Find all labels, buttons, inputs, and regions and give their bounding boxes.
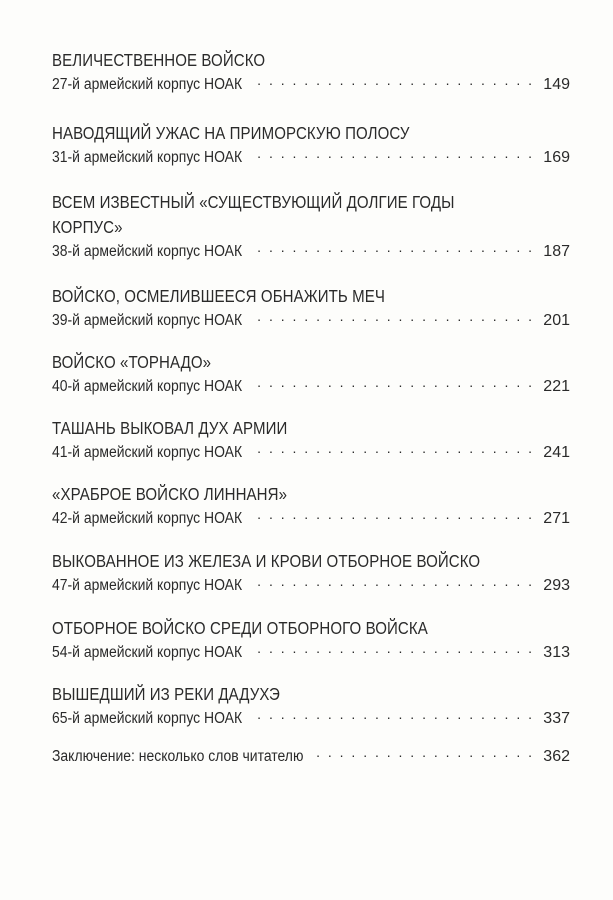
toc-entry — [52, 284, 570, 332]
chapter-title — [52, 121, 570, 146]
toc-conclusion — [52, 745, 570, 768]
toc-row — [52, 574, 570, 597]
page-number: 149 — [543, 76, 570, 93]
chapter-subtitle: 31-й армейский корпус НОАК — [52, 149, 243, 166]
page-number: 362 — [543, 748, 570, 765]
chapter-title — [52, 482, 570, 507]
dot-leader — [249, 309, 534, 325]
toc-entry — [52, 682, 570, 730]
page-number: 293 — [543, 577, 570, 594]
dot-leader — [317, 745, 534, 761]
chapter-title-line: НАВОДЯЩИЙ УЖАС НА ПРИМОРСКУЮ ПОЛОСУ — [52, 123, 410, 143]
toc-entry — [52, 616, 570, 664]
toc-row — [52, 441, 570, 464]
chapter-title — [52, 682, 570, 707]
dot-leader — [249, 146, 534, 162]
chapter-subtitle: 47-й армейский корпус НОАК — [52, 577, 243, 594]
page-number: 169 — [543, 149, 570, 166]
toc-entry — [52, 549, 570, 597]
chapter-title — [52, 190, 570, 240]
toc-entry — [52, 416, 570, 464]
page-number: 271 — [543, 510, 570, 527]
toc-entry — [52, 190, 570, 263]
chapter-title-line: ВОЙСКО, ОСМЕЛИВШЕЕСЯ ОБНАЖИТЬ МЕЧ — [52, 286, 386, 306]
toc-entry — [52, 350, 570, 398]
dot-leader — [249, 240, 534, 256]
chapter-subtitle: 65-й армейский корпус НОАК — [52, 710, 243, 727]
conclusion-label: Заключение: несколько слов читателю — [52, 748, 304, 765]
page-number: 187 — [543, 243, 570, 260]
chapter-title-line: ВОЙСКО «ТОРНАДО» — [52, 352, 212, 372]
chapter-title-line: «ХРАБРОЕ ВОЙСКО ЛИННАНЯ» — [52, 484, 288, 504]
chapter-title — [52, 284, 570, 309]
dot-leader — [249, 707, 534, 723]
toc-row — [52, 707, 570, 730]
chapter-subtitle: 38-й армейский корпус НОАК — [52, 243, 243, 260]
page-number: 201 — [543, 312, 570, 329]
dot-leader — [249, 375, 534, 391]
toc-row — [52, 146, 570, 169]
page-number: 337 — [543, 710, 570, 727]
page-number: 313 — [543, 644, 570, 661]
page-number: 221 — [543, 378, 570, 395]
chapter-subtitle: 40-й армейский корпус НОАК — [52, 378, 243, 395]
chapter-title-line: ТАШАНЬ ВЫКОВАЛ ДУХ АРМИИ — [52, 418, 288, 438]
dot-leader — [249, 73, 534, 89]
chapter-subtitle: 54-й армейский корпус НОАК — [52, 644, 243, 661]
chapter-title-line: ОТБОРНОЕ ВОЙСКО СРЕДИ ОТБОРНОГО ВОЙСКА — [52, 618, 428, 638]
chapter-subtitle: 42-й армейский корпус НОАК — [52, 510, 243, 527]
chapter-title-line: ВЫКОВАННОЕ ИЗ ЖЕЛЕЗА И КРОВИ ОТБОРНОЕ ВОЙСКО — [52, 551, 481, 571]
chapter-title — [52, 416, 570, 441]
toc-row — [52, 240, 570, 263]
chapter-title — [52, 48, 570, 73]
toc-row — [52, 641, 570, 664]
chapter-title — [52, 350, 570, 375]
chapter-title — [52, 549, 570, 574]
toc-entry — [52, 121, 570, 169]
dot-leader — [249, 507, 534, 523]
chapter-subtitle: 41-й армейский корпус НОАК — [52, 444, 243, 461]
chapter-title-line: ВЕЛИЧЕСТВЕННОЕ ВОЙСКО — [52, 50, 266, 70]
chapter-title — [52, 616, 570, 641]
toc-row — [52, 73, 570, 96]
chapter-title-line: ВСЕМ ИЗВЕСТНЫЙ «СУЩЕСТВУЮЩИЙ ДОЛГИЕ ГОДЫ — [52, 192, 455, 212]
chapter-title-line: КОРПУС» — [52, 217, 123, 237]
toc-row — [52, 375, 570, 398]
toc-row — [52, 309, 570, 332]
dot-leader — [249, 641, 534, 657]
chapter-subtitle: 27-й армейский корпус НОАК — [52, 76, 243, 93]
chapter-subtitle: 39-й армейский корпус НОАК — [52, 312, 243, 329]
toc-row — [52, 745, 570, 768]
toc-entry — [52, 48, 570, 96]
toc-entry — [52, 482, 570, 530]
toc-row — [52, 507, 570, 530]
page-number: 241 — [543, 444, 570, 461]
dot-leader — [249, 574, 534, 590]
chapter-title-line: ВЫШЕДШИЙ ИЗ РЕКИ ДАДУХЭ — [52, 684, 280, 704]
dot-leader — [249, 441, 534, 457]
